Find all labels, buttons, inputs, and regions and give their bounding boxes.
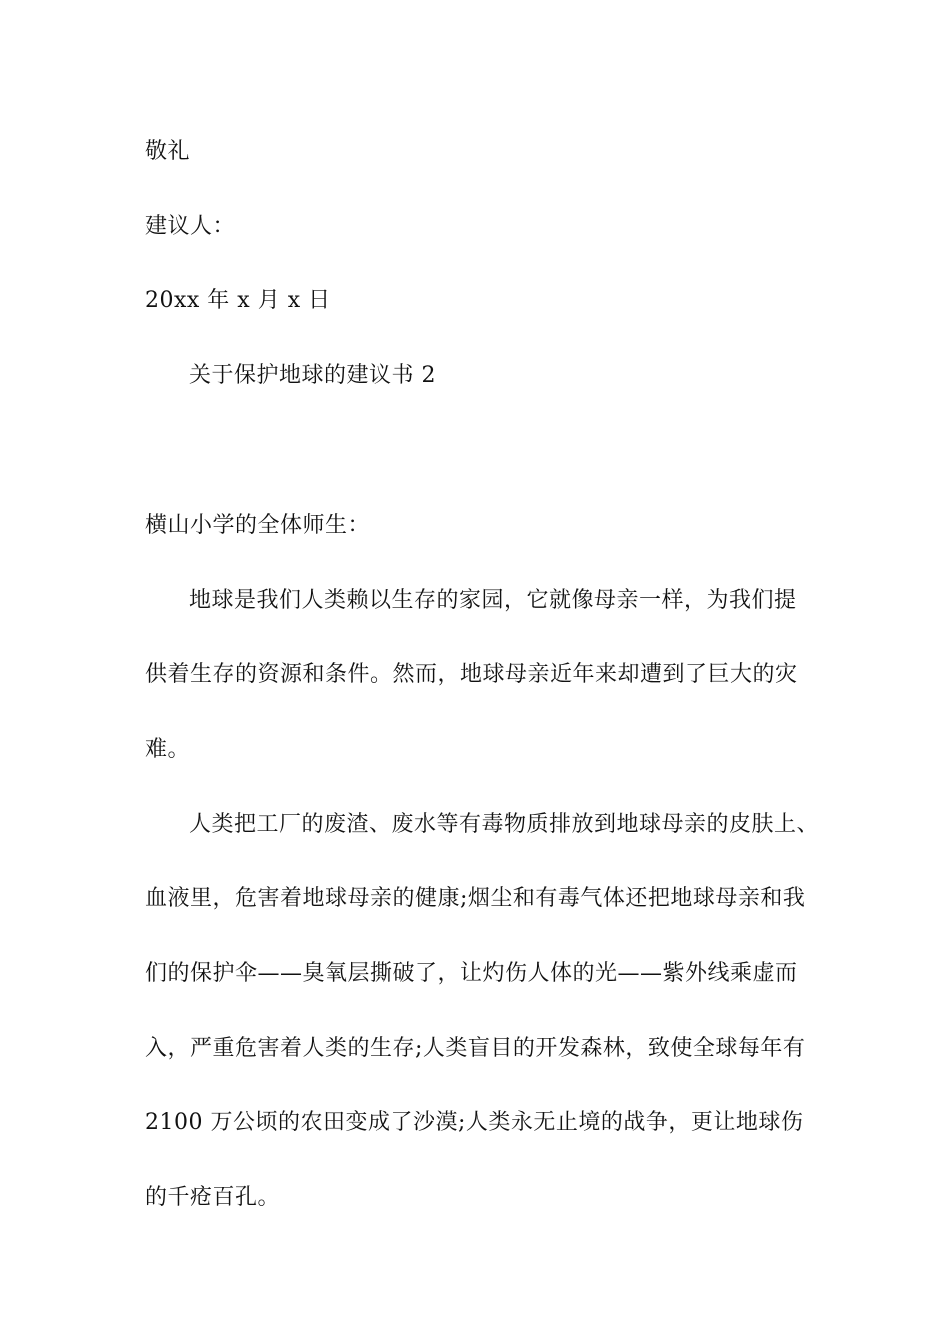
paragraph-line: 地球是我们人类赖以生存的家园，它就像母亲一样，为我们提 — [189, 588, 797, 613]
section-title: 关于保护地球的建议书 2 — [189, 363, 436, 388]
paragraph-line: 们的保护伞——臭氧层撕破了，让灼伤人体的光——紫外线乘虚而 — [145, 961, 798, 986]
letter-date: 20xx 年 x 月 x 日 — [145, 288, 331, 313]
proposer-label: 建议人： — [145, 214, 236, 239]
paragraph-line: 供着生存的资源和条件。然而，地球母亲近年来却遭到了巨大的灾 — [145, 662, 798, 687]
paragraph-line: 2100 万公顷的农田变成了沙漠;人类永无止境的战争，更让地球伤 — [145, 1110, 804, 1135]
recipient-line: 横山小学的全体师生： — [145, 513, 371, 538]
paragraph-line: 人类把工厂的废渣、废水等有毒物质排放到地球母亲的皮肤上、 — [189, 812, 820, 837]
paragraph-line: 入，严重危害着人类的生存;人类盲目的开发森林，致使全球每年有 — [145, 1036, 806, 1061]
closing-salutation: 敬礼 — [145, 139, 191, 164]
paragraph-line: 难。 — [145, 737, 191, 762]
paragraph-line: 血液里，危害着地球母亲的健康;烟尘和有毒气体还把地球母亲和我 — [145, 886, 806, 911]
paragraph-line: 的千疮百孔。 — [145, 1185, 281, 1210]
